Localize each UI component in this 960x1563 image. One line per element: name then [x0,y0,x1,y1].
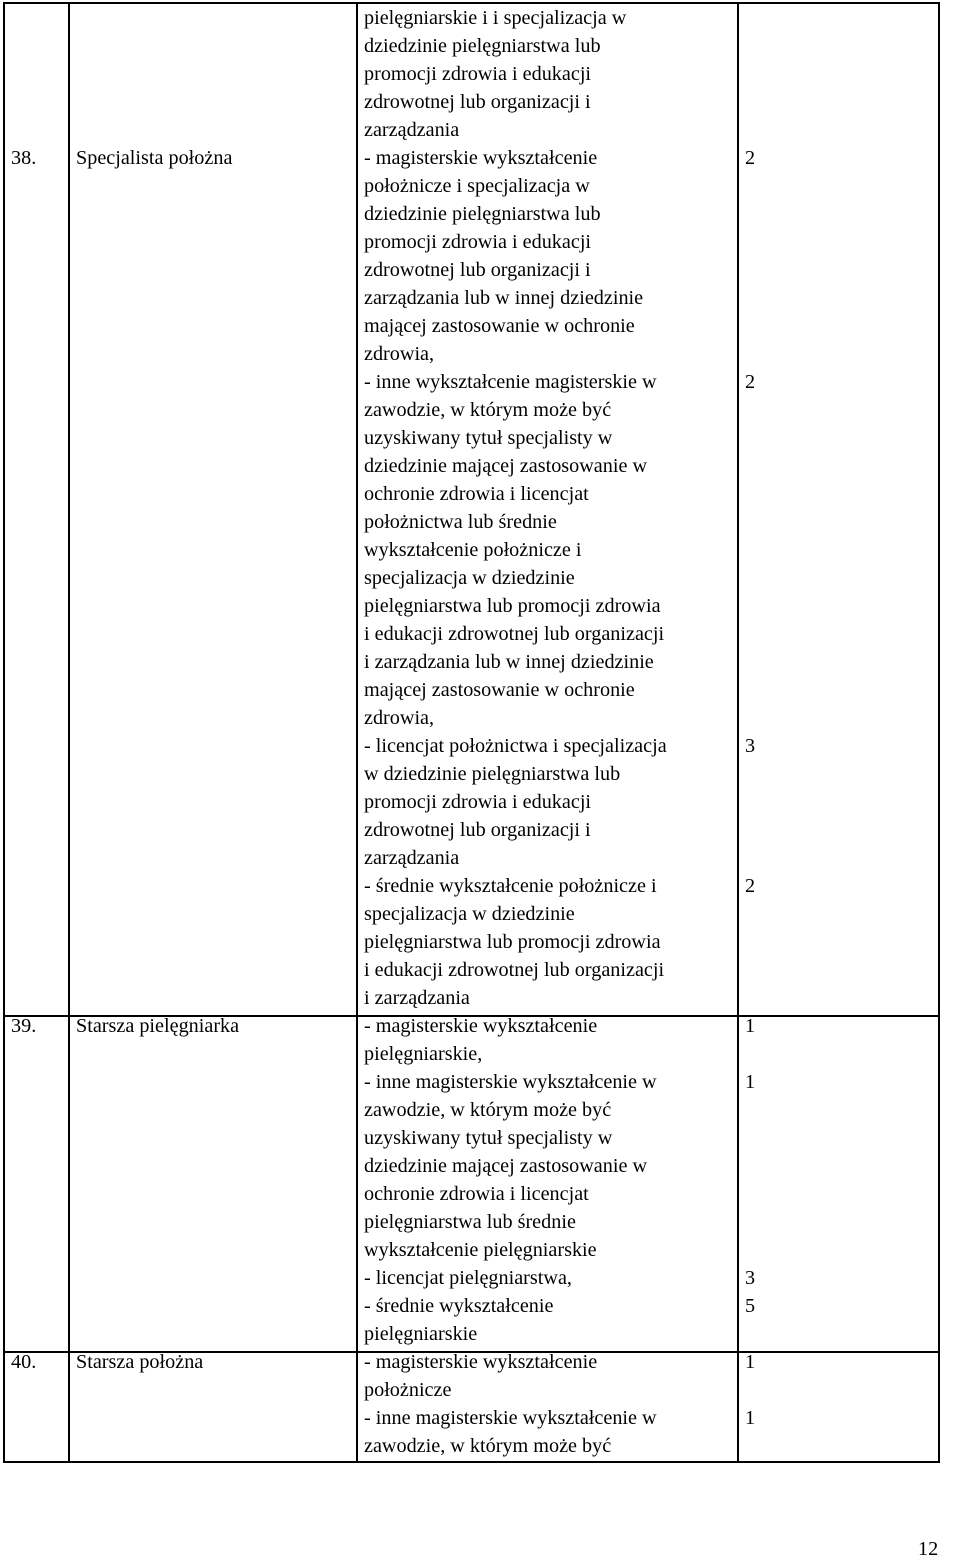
requirement-text-line: - średnie wykształcenie [364,1295,554,1317]
requirement-text-line: zawodzie, w którym może być [364,1435,612,1457]
requirement-text-line: pielęgniarstwa lub średnie [364,1211,576,1233]
requirement-text-line: pielęgniarstwa lub promocji zdrowia [364,931,661,953]
requirement-text-line: - magisterskie wykształcenie [364,1351,598,1373]
requirement-text-line: położnicze i specjalizacja w [364,175,590,197]
requirement-text-line: w dziedzinie pielęgniarstwa lub [364,763,621,785]
row-number: 38. [11,147,37,169]
requirement-text-line: - inne magisterskie wykształcenie w [364,1071,657,1093]
requirement-text-line: i edukacji zdrowotnej lub organizacji [364,623,665,645]
years-of-experience: 5 [745,1295,756,1317]
requirement-text-line: położnictwa lub średnie [364,511,557,533]
requirement-text-line: promocji zdrowia i edukacji [364,231,592,253]
requirement-text-line: zarządzania [364,119,460,141]
table-column-border [68,2,70,1463]
requirement-text-line: - inne wykształcenie magisterskie w [364,371,657,393]
requirement-text-line: promocji zdrowia i edukacji [364,791,592,813]
requirement-text-line: zdrowotnej lub organizacji i [364,91,591,113]
requirement-text-line: pielęgniarstwa lub promocji zdrowia [364,595,661,617]
requirement-text-line: położnicze [364,1379,452,1401]
years-of-experience: 2 [745,371,756,393]
requirement-text-line: zdrowia, [364,343,435,365]
requirement-text-line: zawodzie, w którym może być [364,1099,612,1121]
table-column-border [737,2,739,1463]
requirement-text-line: - średnie wykształcenie położnicze i [364,875,657,897]
years-of-experience: 3 [745,735,756,757]
requirement-text-line: mającej zastosowanie w ochronie [364,679,635,701]
years-of-experience: 1 [745,1351,756,1373]
page-number: 12 [918,1538,939,1560]
table-column-border [356,2,358,1463]
requirement-text-line: i zarządzania lub w innej dziedzinie [364,651,654,673]
requirement-text-line: - inne magisterskie wykształcenie w [364,1407,657,1429]
years-of-experience: 2 [745,875,756,897]
years-of-experience: 2 [745,147,756,169]
requirement-text-line: dziedzinie mającej zastosowanie w [364,455,648,477]
requirement-text-line: - licencjat pielęgniarstwa, [364,1267,572,1289]
years-of-experience: 1 [745,1407,756,1429]
position-name: Starsza położna [76,1351,204,1373]
requirement-text-line: wykształcenie pielęgniarskie [364,1239,597,1261]
requirement-text-line: - licencjat położnictwa i specjalizacja [364,735,667,757]
requirement-text-line: ochronie zdrowia i licencjat [364,1183,589,1205]
table-column-border [3,2,5,1463]
years-of-experience: 1 [745,1015,756,1037]
requirement-text-line: pielęgniarskie, [364,1043,483,1065]
requirement-text-line: wykształcenie położnicze i [364,539,582,561]
requirement-text-line: dziedzinie pielęgniarstwa lub [364,203,601,225]
requirement-text-line: pielęgniarskie [364,1323,478,1345]
row-number: 39. [11,1015,37,1037]
requirement-text-line: promocji zdrowia i edukacji [364,63,592,85]
requirement-text-line: zdrowotnej lub organizacji i [364,819,591,841]
requirement-text-line: i edukacji zdrowotnej lub organizacji [364,959,665,981]
years-of-experience: 1 [745,1071,756,1093]
table-row-border [3,1461,940,1463]
requirement-text-line: i zarządzania [364,987,470,1009]
requirement-text-line: - magisterskie wykształcenie [364,1015,598,1037]
requirement-text-line: zarządzania lub w innej dziedzinie [364,287,644,309]
requirement-text-line: mającej zastosowanie w ochronie [364,315,635,337]
requirement-text-line: zawodzie, w którym może być [364,399,612,421]
requirement-text-line: uzyskiwany tytuł specjalisty w [364,427,613,449]
requirement-text-line: specjalizacja w dziedzinie [364,567,575,589]
position-name: Starsza pielęgniarka [76,1015,240,1037]
requirement-text-line: dziedzinie pielęgniarstwa lub [364,35,601,57]
requirement-text-line: specjalizacja w dziedzinie [364,903,575,925]
years-of-experience: 3 [745,1267,756,1289]
row-number: 40. [11,1351,37,1373]
requirement-text-line: zarządzania [364,847,460,869]
requirement-text-line: zdrowia, [364,707,435,729]
requirement-text-line: uzyskiwany tytuł specjalisty w [364,1127,613,1149]
table-column-border [938,2,940,1463]
position-name: Specjalista położna [76,147,233,169]
requirement-text-line: pielęgniarskie i i specjalizacja w [364,7,627,29]
requirement-text-line: ochronie zdrowia i licencjat [364,483,589,505]
requirement-text-line: dziedzinie mającej zastosowanie w [364,1155,648,1177]
requirement-text-line: zdrowotnej lub organizacji i [364,259,591,281]
requirement-text-line: - magisterskie wykształcenie [364,147,598,169]
